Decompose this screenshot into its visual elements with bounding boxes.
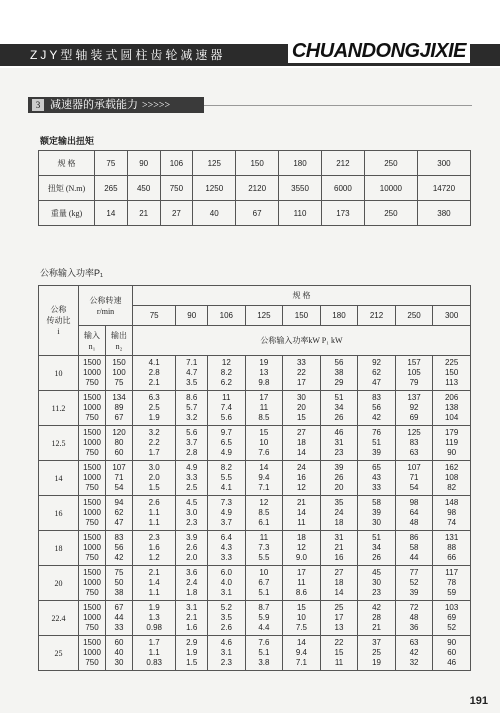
power-cell: 162 108 82 — [433, 461, 471, 496]
table-cell: 90 — [127, 151, 160, 176]
power-cell: 3.6 2.4 1.8 — [176, 566, 208, 601]
power-cell: 98 64 48 — [395, 496, 433, 531]
input-speed-cell: 1500 1000 750 — [79, 356, 106, 391]
input-speed-cell: 1500 1000 750 — [79, 391, 106, 426]
ratio-cell: 22.4 — [39, 601, 79, 636]
table-cell: 300 — [417, 151, 470, 176]
power-cell: 3.9 2.6 2.0 — [176, 531, 208, 566]
ratio-cell: 12.5 — [39, 426, 79, 461]
table-header-row — [39, 326, 471, 356]
spec-header: 规 格 — [133, 286, 471, 306]
torque-subtitle: 额定输出扭矩 — [40, 136, 95, 146]
power-cell: 2.1 1.4 1.1 — [133, 566, 176, 601]
ratio-cell: 25 — [39, 636, 79, 671]
power-cell: 225 150 113 — [433, 356, 471, 391]
power-cell: 31 21 16 — [320, 531, 358, 566]
power-cell: 37 25 19 — [358, 636, 396, 671]
power-cell: 12 8.2 6.2 — [208, 356, 246, 391]
power-cell: 14 9.4 7.1 — [245, 461, 283, 496]
speed-header: 公称转速 r/min — [79, 286, 133, 326]
power-cell: 25 17 13 — [320, 601, 358, 636]
spec-cell: 180 — [320, 306, 358, 326]
output-speed-cell: 60 40 30 — [106, 636, 133, 671]
power-header: 公称输入功率kW P₁ kW — [133, 326, 471, 356]
power-cell: 42 28 21 — [358, 601, 396, 636]
power-cell: 17 11 8.5 — [245, 391, 283, 426]
output-speed-cell: 67 44 33 — [106, 601, 133, 636]
spec-cell: 150 — [283, 306, 321, 326]
table-cell: 265 — [95, 176, 128, 201]
power-cell: 6.4 4.3 3.3 — [208, 531, 246, 566]
table-row — [39, 201, 471, 226]
power-cell: 1.7 1.1 0.83 — [133, 636, 176, 671]
output-speed-cell: 120 80 60 — [106, 426, 133, 461]
ratio-cell: 14 — [39, 461, 79, 496]
spec-cell: 106 — [208, 306, 246, 326]
power-cell: 117 78 59 — [433, 566, 471, 601]
power-cell: 30 20 15 — [283, 391, 321, 426]
weight-label: 重量 (kg) — [39, 201, 95, 226]
power-cell: 7.6 5.1 3.8 — [245, 636, 283, 671]
table-cell: 1250 — [193, 176, 236, 201]
output-speed-cell: 107 71 54 — [106, 461, 133, 496]
power-cell: 9.7 6.5 4.9 — [208, 426, 246, 461]
input-speed-cell: 1500 1000 750 — [79, 531, 106, 566]
output-speed-cell: 75 50 38 — [106, 566, 133, 601]
power-cell: 179 119 90 — [433, 426, 471, 461]
power-cell: 21 14 11 — [283, 496, 321, 531]
power-cell: 3.1 2.1 1.6 — [176, 601, 208, 636]
table-cell: 75 — [95, 151, 128, 176]
table-cell: 380 — [417, 201, 470, 226]
power-cell: 39 26 20 — [320, 461, 358, 496]
page-number: 191 — [469, 695, 488, 707]
power-cell: 137 92 69 — [395, 391, 433, 426]
brand-logo: CHUANDONGJIXIE — [288, 40, 470, 63]
power-cell: 8.6 5.7 3.2 — [176, 391, 208, 426]
power-cell: 51 34 26 — [358, 531, 396, 566]
power-cell: 6.0 4.0 3.1 — [208, 566, 246, 601]
power-cell: 19 13 9.8 — [245, 356, 283, 391]
input-speed-cell: 1500 1000 750 — [79, 566, 106, 601]
power-cell: 58 39 30 — [358, 496, 396, 531]
power-cell: 83 56 42 — [358, 391, 396, 426]
table-row — [39, 356, 471, 391]
power-cell: 15 10 7.5 — [283, 601, 321, 636]
power-cell: 46 31 23 — [320, 426, 358, 461]
table-cell: 250 — [364, 151, 417, 176]
ratio-header: 公称 传动比 i — [39, 286, 79, 356]
input-speed-cell: 1500 1000 750 — [79, 601, 106, 636]
power-cell: 5.2 3.5 2.6 — [208, 601, 246, 636]
table-cell: 3550 — [279, 176, 322, 201]
power-cell: 206 138 104 — [433, 391, 471, 426]
table-cell: 750 — [160, 176, 193, 201]
header-title: ZJY型轴装式圆柱齿轮减速器 — [30, 48, 226, 62]
section-arrows: >>>>> — [142, 100, 171, 111]
power-cell: 148 98 74 — [433, 496, 471, 531]
torque-label: 扭矩 (N.m) — [39, 176, 95, 201]
output-speed-cell: 83 56 42 — [106, 531, 133, 566]
power-cell: 4.1 2.8 2.1 — [133, 356, 176, 391]
banner-rule — [204, 105, 472, 106]
power-cell: 103 69 52 — [433, 601, 471, 636]
table-row — [39, 566, 471, 601]
power-cell: 24 16 12 — [283, 461, 321, 496]
spec-label: 规 格 — [39, 151, 95, 176]
table-row — [39, 426, 471, 461]
power-cell: 27 18 14 — [320, 566, 358, 601]
output-speed-cell: 134 89 67 — [106, 391, 133, 426]
table-cell: 67 — [236, 201, 279, 226]
table-cell: 2120 — [236, 176, 279, 201]
power-cell: 18 12 9.0 — [283, 531, 321, 566]
power-cell: 3.0 2.0 1.5 — [133, 461, 176, 496]
table-cell: 125 — [193, 151, 236, 176]
power-cell: 51 34 26 — [320, 391, 358, 426]
input-speed-cell: 1500 1000 750 — [79, 496, 106, 531]
power-cell: 77 52 39 — [395, 566, 433, 601]
power-cell: 33 22 17 — [283, 356, 321, 391]
power-cell: 107 71 54 — [395, 461, 433, 496]
table-cell: 150 — [236, 151, 279, 176]
table-cell: 21 — [127, 201, 160, 226]
table-row — [39, 531, 471, 566]
table-cell: 180 — [279, 151, 322, 176]
ratio-cell: 16 — [39, 496, 79, 531]
power-cell: 7.3 4.9 3.7 — [208, 496, 246, 531]
power-cell: 125 83 63 — [395, 426, 433, 461]
ratio-cell: 18 — [39, 531, 79, 566]
ratio-cell: 20 — [39, 566, 79, 601]
table-row — [39, 151, 471, 176]
power-cell: 27 18 14 — [283, 426, 321, 461]
power-cell: 90 60 46 — [433, 636, 471, 671]
output-speed-cell: 94 62 47 — [106, 496, 133, 531]
table-cell: 40 — [193, 201, 236, 226]
table-cell: 14720 — [417, 176, 470, 201]
power-cell: 15 10 7.6 — [245, 426, 283, 461]
table-row — [39, 636, 471, 671]
power-cell: 3.2 2.2 1.7 — [133, 426, 176, 461]
power-cell: 1.9 1.3 0.98 — [133, 601, 176, 636]
table-row — [39, 496, 471, 531]
spec-cell: 212 — [358, 306, 396, 326]
power-cell: 35 24 18 — [320, 496, 358, 531]
power-cell: 14 9.4 7.1 — [283, 636, 321, 671]
output-speed-header: 输出 n₂ — [106, 326, 133, 356]
ratio-cell: 10 — [39, 356, 79, 391]
section-title: 减速器的承载能力 — [50, 99, 138, 111]
power-cell: 56 38 29 — [320, 356, 358, 391]
input-speed-cell: 1500 1000 750 — [79, 461, 106, 496]
spec-cell: 90 — [176, 306, 208, 326]
power-cell: 11 7.4 5.6 — [208, 391, 246, 426]
power-cell: 86 58 44 — [395, 531, 433, 566]
table-cell: 173 — [321, 201, 364, 226]
table-cell: 110 — [279, 201, 322, 226]
page-header — [0, 0, 500, 68]
table-row — [39, 176, 471, 201]
power-cell: 11 7.3 5.5 — [245, 531, 283, 566]
power-cell: 2.6 1.1 1.1 — [133, 496, 176, 531]
table-cell: 27 — [160, 201, 193, 226]
input-speed-cell: 1500 1000 750 — [79, 636, 106, 671]
section-number: 3 — [32, 99, 44, 111]
power-cell: 72 48 36 — [395, 601, 433, 636]
table-row — [39, 461, 471, 496]
input-speed-cell: 1500 1000 750 — [79, 426, 106, 461]
power-cell: 22 15 11 — [320, 636, 358, 671]
power-cell: 5.6 3.7 2.8 — [176, 426, 208, 461]
power-cell: 10 6.7 5.1 — [245, 566, 283, 601]
power-cell: 157 105 79 — [395, 356, 433, 391]
torque-table — [38, 150, 471, 226]
table-cell: 450 — [127, 176, 160, 201]
power-cell: 7.1 4.7 3.5 — [176, 356, 208, 391]
power-cell: 2.9 1.9 1.5 — [176, 636, 208, 671]
table-cell: 250 — [364, 201, 417, 226]
table-cell: 106 — [160, 151, 193, 176]
spec-cell: 250 — [395, 306, 433, 326]
ratio-cell: 11.2 — [39, 391, 79, 426]
power-cell: 8.7 5.9 4.4 — [245, 601, 283, 636]
power-table — [38, 285, 471, 671]
power-cell: 131 88 66 — [433, 531, 471, 566]
table-row — [39, 391, 471, 426]
spec-cell: 75 — [133, 306, 176, 326]
input-speed-header: 输入 n₁ — [79, 326, 106, 356]
table-cell: 212 — [321, 151, 364, 176]
power-cell: 17 11 8.6 — [283, 566, 321, 601]
power-cell: 12 8.5 6.1 — [245, 496, 283, 531]
spec-cell: 300 — [433, 306, 471, 326]
power-cell: 63 42 32 — [395, 636, 433, 671]
power-cell: 4.9 3.3 2.5 — [176, 461, 208, 496]
table-cell: 6000 — [321, 176, 364, 201]
power-subtitle: 公称输入功率P₁ — [40, 268, 104, 278]
output-speed-cell: 150 100 75 — [106, 356, 133, 391]
power-cell: 92 62 47 — [358, 356, 396, 391]
table-row — [39, 601, 471, 636]
table-cell: 14 — [95, 201, 128, 226]
table-cell: 10000 — [364, 176, 417, 201]
power-cell: 45 30 23 — [358, 566, 396, 601]
power-cell: 2.3 1.6 1.2 — [133, 531, 176, 566]
spec-cell: 125 — [245, 306, 283, 326]
section-banner — [28, 97, 204, 113]
power-cell: 6.3 2.5 1.9 — [133, 391, 176, 426]
power-cell: 76 51 39 — [358, 426, 396, 461]
table-header-row — [39, 286, 471, 306]
power-cell: 65 43 33 — [358, 461, 396, 496]
power-cell: 4.6 3.1 2.3 — [208, 636, 246, 671]
power-cell: 8.2 5.5 4.1 — [208, 461, 246, 496]
power-cell: 4.5 3.0 2.3 — [176, 496, 208, 531]
